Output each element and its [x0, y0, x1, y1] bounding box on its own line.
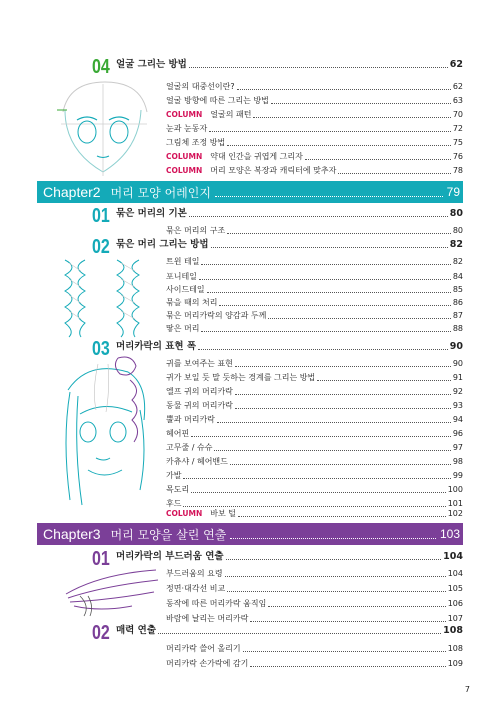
- page-ref: 62: [449, 59, 463, 70]
- item-title: 엘프 귀의 머리카락: [166, 387, 233, 396]
- toc-item[interactable]: [166, 425, 463, 439]
- leader-dots: [215, 187, 443, 197]
- toc-item[interactable]: [166, 655, 463, 669]
- toc-item[interactable]: [166, 106, 463, 120]
- section-entry[interactable]: [116, 205, 463, 219]
- leader-dots: [243, 651, 446, 652]
- leader-dots: [268, 606, 445, 607]
- item-title: 그림체 조정 방법: [166, 138, 226, 147]
- chapter-banner[interactable]: [37, 181, 463, 203]
- page-ref: 84: [452, 272, 463, 281]
- leader-dots: [191, 436, 451, 437]
- page-ref: 97: [452, 443, 463, 452]
- page-ref: 93: [452, 401, 463, 410]
- toc-item[interactable]: [166, 369, 463, 383]
- section-number: 03: [92, 338, 110, 360]
- section-number: 02: [92, 622, 110, 644]
- toc-item[interactable]: [166, 162, 463, 176]
- page-ref: 105: [447, 584, 463, 593]
- item-title: 눈과 눈동자: [166, 124, 208, 133]
- toc-item[interactable]: [166, 467, 463, 481]
- item-title: 헤어핀: [166, 429, 190, 438]
- leader-dots: [207, 292, 451, 293]
- leader-dots: [271, 103, 451, 104]
- toc-item[interactable]: [166, 148, 463, 162]
- leader-dots: [305, 159, 451, 160]
- item-title: 사이드테일: [166, 285, 205, 294]
- leader-dots: [183, 478, 450, 479]
- section-entry[interactable]: [116, 56, 463, 70]
- page-ref: 109: [447, 659, 463, 668]
- leader-dots: [235, 408, 451, 409]
- toc-item[interactable]: [166, 355, 463, 369]
- leader-dots: [225, 576, 446, 577]
- toc-item[interactable]: [166, 481, 463, 495]
- leader-dots: [253, 117, 450, 118]
- toc-item[interactable]: [166, 281, 463, 295]
- item-title: 바보 털: [210, 509, 236, 518]
- toc-item[interactable]: [166, 307, 463, 321]
- section-number: 01: [92, 205, 110, 227]
- item-title: 머리카락 쓸어 올리기: [166, 644, 241, 653]
- leader-dots: [226, 559, 442, 560]
- leader-dots: [235, 394, 451, 395]
- page-number: 7: [464, 685, 470, 694]
- item-title: 뿔과 머리카락: [166, 415, 215, 424]
- leader-dots: [189, 216, 448, 217]
- toc-item[interactable]: [166, 565, 463, 579]
- item-title: 얼굴의 패턴: [210, 110, 252, 119]
- leader-dots: [230, 464, 451, 465]
- toc-item[interactable]: [166, 580, 463, 594]
- item-title: 동작에 따른 머리카락 움직임: [166, 599, 267, 608]
- page-ref: 63: [452, 96, 463, 105]
- section-title: 묶은 머리 그리는 방법: [116, 239, 209, 250]
- item-title: 바람에 날리는 머리카락: [166, 614, 249, 623]
- item-title: 머리 모양은 복장과 캐릭터에 맞추자: [210, 166, 337, 175]
- page-ref: 106: [447, 599, 463, 608]
- page-ref: 80: [449, 208, 463, 219]
- page-ref: 80: [452, 226, 463, 235]
- leader-dots: [250, 621, 445, 622]
- leader-dots: [211, 247, 448, 248]
- page-ref: 78: [452, 166, 463, 175]
- toc-item[interactable]: [166, 268, 463, 282]
- toc-item[interactable]: [166, 505, 463, 519]
- page-ref: 99: [452, 471, 463, 480]
- item-title: 카츄샤 / 헤어밴드: [166, 457, 228, 466]
- braid-illustration: [55, 255, 155, 340]
- page-ref: 82: [452, 257, 463, 266]
- leader-dots: [217, 422, 451, 423]
- item-title: 머리카락 손가락에 감기: [166, 659, 249, 668]
- chapter-banner[interactable]: [37, 523, 463, 545]
- page-ref: 103: [439, 527, 460, 541]
- item-title: 가발: [166, 471, 182, 480]
- section-number: 02: [92, 236, 110, 258]
- leader-dots: [227, 591, 446, 592]
- toc-item[interactable]: [166, 134, 463, 148]
- section-number: 01: [92, 548, 110, 570]
- leader-dots: [201, 331, 450, 332]
- section-entry[interactable]: [116, 622, 463, 636]
- page-ref: 90: [452, 359, 463, 368]
- section-number: 04: [92, 56, 110, 78]
- chapter-title: 머리 모양을 살린 연출: [110, 527, 227, 542]
- toc-item[interactable]: [166, 439, 463, 453]
- leader-dots: [191, 492, 446, 493]
- item-title: 부드러움의 요령: [166, 569, 223, 578]
- item-title: 트윈 테일: [166, 257, 200, 266]
- leader-dots: [235, 366, 451, 367]
- page-ref: 101: [447, 499, 463, 508]
- toc-item[interactable]: [166, 222, 463, 236]
- section-entry[interactable]: [116, 548, 463, 562]
- page-ref: 70: [452, 110, 463, 119]
- page-ref: 82: [449, 239, 463, 250]
- leader-dots: [209, 131, 451, 132]
- page-ref: 108: [447, 644, 463, 653]
- leader-dots: [338, 173, 450, 174]
- column-tag: COLUMN: [166, 166, 203, 175]
- leader-dots: [230, 529, 436, 539]
- page-ref: 88: [452, 324, 463, 333]
- page-ref: 72: [452, 124, 463, 133]
- toc-item[interactable]: [166, 610, 463, 624]
- chapter-title: 머리 모양 어레인지: [110, 185, 211, 200]
- toc-item[interactable]: [166, 411, 463, 425]
- section-title: 묶은 머리의 기본: [116, 208, 187, 219]
- page-ref: 79: [446, 185, 460, 199]
- leader-dots: [227, 145, 451, 146]
- page-ref: 94: [452, 415, 463, 424]
- leader-dots: [198, 349, 448, 350]
- column-tag: COLUMN: [166, 509, 203, 518]
- item-title: 묶을 때의 처리: [166, 298, 218, 307]
- item-title: 얼굴 방향에 따른 그리는 방법: [166, 96, 269, 105]
- page-ref: 75: [452, 138, 463, 147]
- item-title: 고무줄 / 슈슈: [166, 443, 213, 452]
- section-entry[interactable]: [116, 236, 463, 250]
- leader-dots: [250, 666, 445, 667]
- leader-dots: [201, 264, 450, 265]
- section-title: 머리카락의 표현 폭: [116, 341, 197, 352]
- toc-item[interactable]: [166, 253, 463, 267]
- leader-dots: [189, 67, 448, 68]
- toc-item[interactable]: [166, 120, 463, 134]
- item-title: 목도리: [166, 485, 190, 494]
- toc-item[interactable]: [166, 453, 463, 467]
- item-title: 정면·대각선 비교: [166, 584, 226, 593]
- character-illustration: [48, 350, 160, 510]
- toc-item[interactable]: [166, 294, 463, 308]
- page-ref: 104: [443, 551, 463, 562]
- page-ref: 62: [452, 82, 463, 91]
- page-ref: 87: [452, 311, 463, 320]
- section-title: 매력 연출: [116, 625, 157, 636]
- leader-dots: [268, 318, 450, 319]
- toc-item[interactable]: [166, 92, 463, 106]
- column-tag: COLUMN: [166, 110, 203, 119]
- hair-flow-illustration: [60, 566, 160, 618]
- toc-item[interactable]: [166, 397, 463, 411]
- leader-dots: [214, 450, 450, 451]
- face-illustration: [55, 80, 155, 180]
- page-ref: 100: [447, 485, 463, 494]
- page-ref: 104: [447, 569, 463, 578]
- page-ref: 102: [447, 509, 463, 518]
- page-ref: 98: [452, 457, 463, 466]
- page-ref: 86: [452, 298, 463, 307]
- toc-item[interactable]: [166, 383, 463, 397]
- page-ref: 85: [452, 285, 463, 294]
- page-ref: 90: [449, 341, 463, 352]
- toc-item[interactable]: [166, 78, 463, 92]
- page-ref: 76: [452, 152, 463, 161]
- item-title: 포니테일: [166, 272, 197, 281]
- item-title: 약대 인간을 귀엽게 그리자: [210, 152, 303, 161]
- leader-dots: [158, 633, 441, 634]
- page-ref: 92: [452, 387, 463, 396]
- page-ref: 96: [452, 429, 463, 438]
- item-title: 땋은 머리: [166, 324, 200, 333]
- column-tag: COLUMN: [166, 152, 203, 161]
- section-title: 얼굴 그리는 방법: [116, 59, 187, 70]
- leader-dots: [237, 89, 451, 90]
- item-title: 묶은 머리카락의 양감과 두께: [166, 311, 267, 320]
- item-title: 동물 귀의 머리카락: [166, 401, 233, 410]
- leader-dots: [317, 380, 451, 381]
- item-title: 얼굴의 대중선이란?: [166, 82, 235, 91]
- item-title: 묶은 머리의 구조: [166, 226, 226, 235]
- leader-dots: [227, 233, 451, 234]
- section-title: 머리카락의 부드러움 연출: [116, 551, 224, 562]
- leader-dots: [238, 516, 446, 517]
- item-title: 귀를 보여주는 표현: [166, 359, 233, 368]
- page-ref: 91: [452, 373, 463, 382]
- page-ref: 107: [447, 614, 463, 623]
- toc-item[interactable]: [166, 640, 463, 654]
- toc-item[interactable]: [166, 320, 463, 334]
- section-entry[interactable]: [116, 338, 463, 352]
- leader-dots: [199, 279, 451, 280]
- chapter-label: Chapter3: [43, 526, 101, 542]
- chapter-label: Chapter2: [43, 184, 101, 200]
- page-ref: 108: [443, 625, 463, 636]
- leader-dots: [219, 305, 450, 306]
- item-title: 후드: [166, 499, 182, 508]
- toc-item[interactable]: [166, 595, 463, 609]
- item-title: 귀가 보일 듯 말 듯하는 경계를 그리는 방법: [166, 373, 316, 382]
